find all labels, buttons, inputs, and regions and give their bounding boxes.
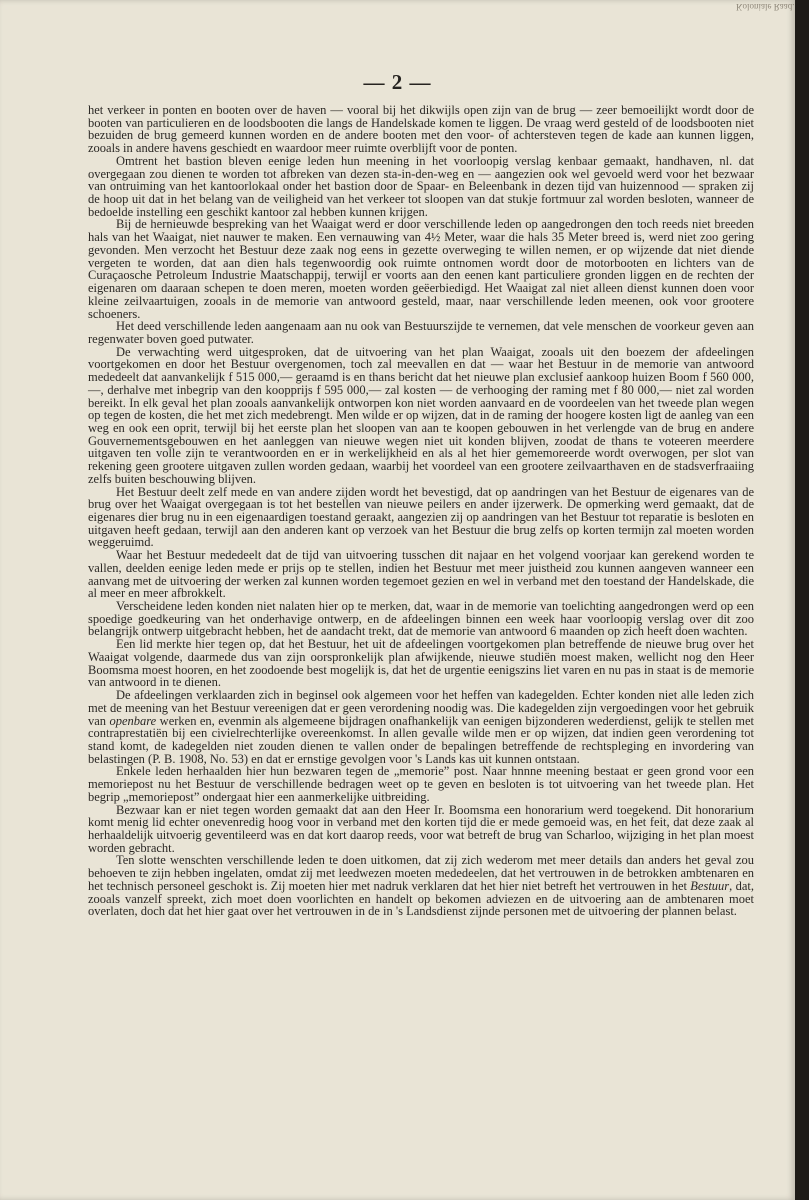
paragraph: De verwachting werd uitgesproken, dat de uitvoering van het plan Waaigat, zooals uit den boezem der afdeelingen voortgekomen en door het Bestuur overgenomen, toch zal meevallen en dat — waar het Bestuur in de memorie van antwoord mededeelt dat aanvankelijk f 515 000,— geraamd is en thans bericht dat het nieuwe plan exclusief aankoop huizen Boom f 560 000,—, derhalve met inbegrip van den koopprijs f 595 000,— zal kosten — de verhooging der raming met f 80 000,— niet zal worden bereikt. In elk geval het plan zooals aanvankelijk ontworpen kon niet worden aanvaard en de voordeelen van het tweede plan wegen op tegen de kosten, die het met zich medebrengt. Men wilde er op wijzen, dat in de raming der hoogere kosten ligt de aanleg van een weg en ook een oprit, terwijl bij het eerste plan het sloopen van aan te koopen gebouwen in het verlengde van de brug en andere Gouvernementsgebouwen en het aanleggen van nieuwe wegen niet uit konden blijven, zoodat de thans te voteeren meerdere uitgaven ten volle zijn te verantwoorden en er in werkelijkheid en als al het hier gememoreerde wordt overwogen, per slot van rekening geen grootere uitgaven zullen worden gedaan, waarbij het voordeel van een grootere zeilvaarthaven en de stadsverfraaiing zelfs buiten beschouwing blijven.: [88, 344, 754, 486]
paragraph: het verkeer in ponten en booten over de haven — vooral bij het dikwijls open zijn van de brug — zeer bemoeilijkt wordt door de booten van particulieren en de loodsbooten die langs de Handelskade komen te liggen. De vraag werd gesteld of de loodsbooten niet bezuiden de brug gemeerd kunnen worden en de andere booten met den voor- of achtersteven tegen de kade aan kunnen liggen, zooals in andere havens geschiedt en waardoor meer ruimte overblijft voor de ponten.: [88, 103, 754, 156]
page-number: — 2 —: [363, 70, 432, 94]
paragraph: Waar het Bestuur mededeelt dat de tijd van uitvoering tusschen dit najaar en het volgend voorjaar kan gerekend worden te vallen, deelden eenige leden mede er prijs op te stellen, indien het Bestuur met meer juistheid zou kunnen aangeven wanneer een aanvang met de uitvoering der werken zal kunnen worden tegemoet gezien en wel in verband met den toestand der Handelskade, die al meer en meer afbrokkelt.: [88, 548, 754, 601]
paragraph: Bij de hernieuwde bespreking van het Waaigat werd er door verschillende leden op aangedrongen den toch reeds niet breeden hals van het Waaigat, niet nauwer te maken. Een vernauwing van 4½ Meter, waar die hals 35 Meter breed is, werd niet zoo gering gevonden. Men verzocht het Bestuur deze zaak nog eens in gezette overweging te willen nemen, er op wijzende dat niet diende vergeten te worden, dat aan dien hals tegenwoordig ook ruimte ontnomen wordt door de motorbooten en lichters van de Curaçaosche Petroleum Industrie Maatschappij, terwijl er voorts aan den eenen kant particuliere gronden liggen en de rechten der eigenaren om daaraan schepen te doen meren, moeten worden geëerbiedigd. Het Waaigat zal niet alleen dienst kunnen doen voor kleine zeilvaartuigen, zooals in de memorie van antwoord gesteld, maar, naar verschillende leden meenen, ook voor grootere schoeners.: [88, 217, 754, 321]
scan-border: [795, 0, 809, 1200]
paragraph: Het Bestuur deelt zelf mede en van andere zijden wordt het bevestigd, dat op aandringen van het Bestuur de eigenares van de brug over het Waaigat overgegaan is tot het bestellen van nieuwe peilers en ander ijzerwerk. De opmerking werd gemaakt, dat de eigenares dier brug nu in een eigenaardigen toestand geraakt, aangezien zij op aandringen van het Bestuur tot reparatie is besloten en uitgaven heeft gedaan, terwijl aan den anderen kant op verzoek van het Bestuur die brug zelfs op korten termijn zal moeten worden weggeruimd.: [88, 484, 754, 550]
body-text: [88, 104, 754, 918]
paragraph: Omtrent het bastion bleven eenige leden hun meening in het voorloopig verslag kenbaar gemaakt, handhaven, nl. dat overgegaan zou dienen te worden tot afbreken van dezen sta-in-den-weg en — aangezien ook wel gevoeld werd voor het bezwaar van ontruiming van het kantoorlokaal onder het bastion door de Spaar- en Beleenbank in dezen tijd van huizennood — spraken zij de hoop uit dat in het belang van de veiligheid van het verkeer tot sloopen van dat stukje fortmuur zal worden besloten, wanneer de bedoelde instelling een geschikt kantoor zal hebben kunnen krijgen.: [88, 153, 754, 219]
paragraph: Een lid merkte hier tegen op, dat het Bestuur, het uit de afdeelingen voortgekomen plan betreffende de nieuwe brug over het Waaigat volgende, daarmede dus van zijn oorspronkelijk plan afwijkende, nieuwe studiën moest maken, wellicht nog den Heer Boomsma moest hooren, en het zoodoende best mogelijk is, dat het de urgentie eenigszins liet varen en nu pas in staat is de memorie van antwoord in te dienen.: [88, 637, 754, 690]
paragraph: Het deed verschillende leden aangenaam aan nu ook van Bestuurszijde te vernemen, dat vele menschen de voorkeur geven aan regenwater boven goed putwater.: [88, 319, 754, 346]
paragraph: De afdeelingen verklaarden zich in beginsel ook algemeen voor het heffen van kadegelden. Echter konden niet alle leden zich met de meening van het Bestuur vereenigen dat er geen verordening noodig was. Die kadegelden zijn vergoedingen voor het gebruik van openbare werken en, evenmin als algemeene bijdragen onafhankelijk van eenigen bijzonderen wederdienst, gelijk te stellen met contraprestatiën bij een civielrechterlijke overeenkomst. In allen gevalle wilde men er op wijzen, dat indien geen verordening tot stand komt, de kadegelden niet zouden dienen te vallen onder de bepalingen betreffende de rechtspleging en invordering van belastingen (P. B. 1908, No. 53) en dat er ernstige gevolgen voor 's Lands kas uit kunnen ontstaan.: [88, 688, 754, 766]
edge-label: Koloniale Raad.: [736, 2, 794, 12]
paragraph: Verscheidene leden konden niet nalaten hier op te merken, dat, waar in de memorie van toelichting aangedrongen werd op een spoedige goedkeuring van het onderhavige ontwerp, en de afdeelingen binnen een week haar voorloopig verslag over dit zoo belangrijk ontwerp uitgebracht hebben, het de aandacht trekt, dat de memorie van antwoord 6 maanden op zich heeft doen wachten.: [88, 599, 754, 639]
paragraph: Ten slotte wenschten verschillende leden te doen uitkomen, dat zij zich wederom met meer details dan anders het geval zou behoeven te zijn hebben ingelaten, omdat zij met leedwezen moeten mededeelen, dat het vertrouwen in de betrokken ambtenaren en het technisch personeel geschokt is. Zij moeten hier met nadruk verklaren dat het hier niet betreft het vertrouwen in het Bestuur, dat, zooals vanzelf spreekt, zich moet doen voorlichten en handelt op bekomen adviezen en de uitvoering aan de ambtenaren moet overlaten, doch dat het hier gaat over het vertrouwen in de in 's Landsdienst zijnde personen met de uitvoering der plannen belast.: [88, 853, 754, 919]
paragraph: Bezwaar kan er niet tegen worden gemaakt dat aan den Heer Ir. Boomsma een honorarium werd toegekend. Dit honorarium komt menig lid echter onevenredig hoog voor in verband met den korten tijd die er mede gemoeid was, en het feit, dat deze zaak al herhaaldelijk uitvoerig geventileerd was en dat kort daarop reeds, voor wat betreft de brug van Scharloo, wijziging in het plan moest worden gebracht.: [88, 802, 754, 855]
paragraph: Enkele leden herhaalden hier hun bezwaren tegen de „memorie” post. Naar hnnne meening bestaat er geen grond voor een memoriepost nu het Bestuur de verschillende bedragen weet op te geven en besloten is tot uitvoering van het tweede plan. Het begrip „memoriepost” ondergaat hier een aanmerkelijke uitbreiding.: [88, 764, 754, 804]
